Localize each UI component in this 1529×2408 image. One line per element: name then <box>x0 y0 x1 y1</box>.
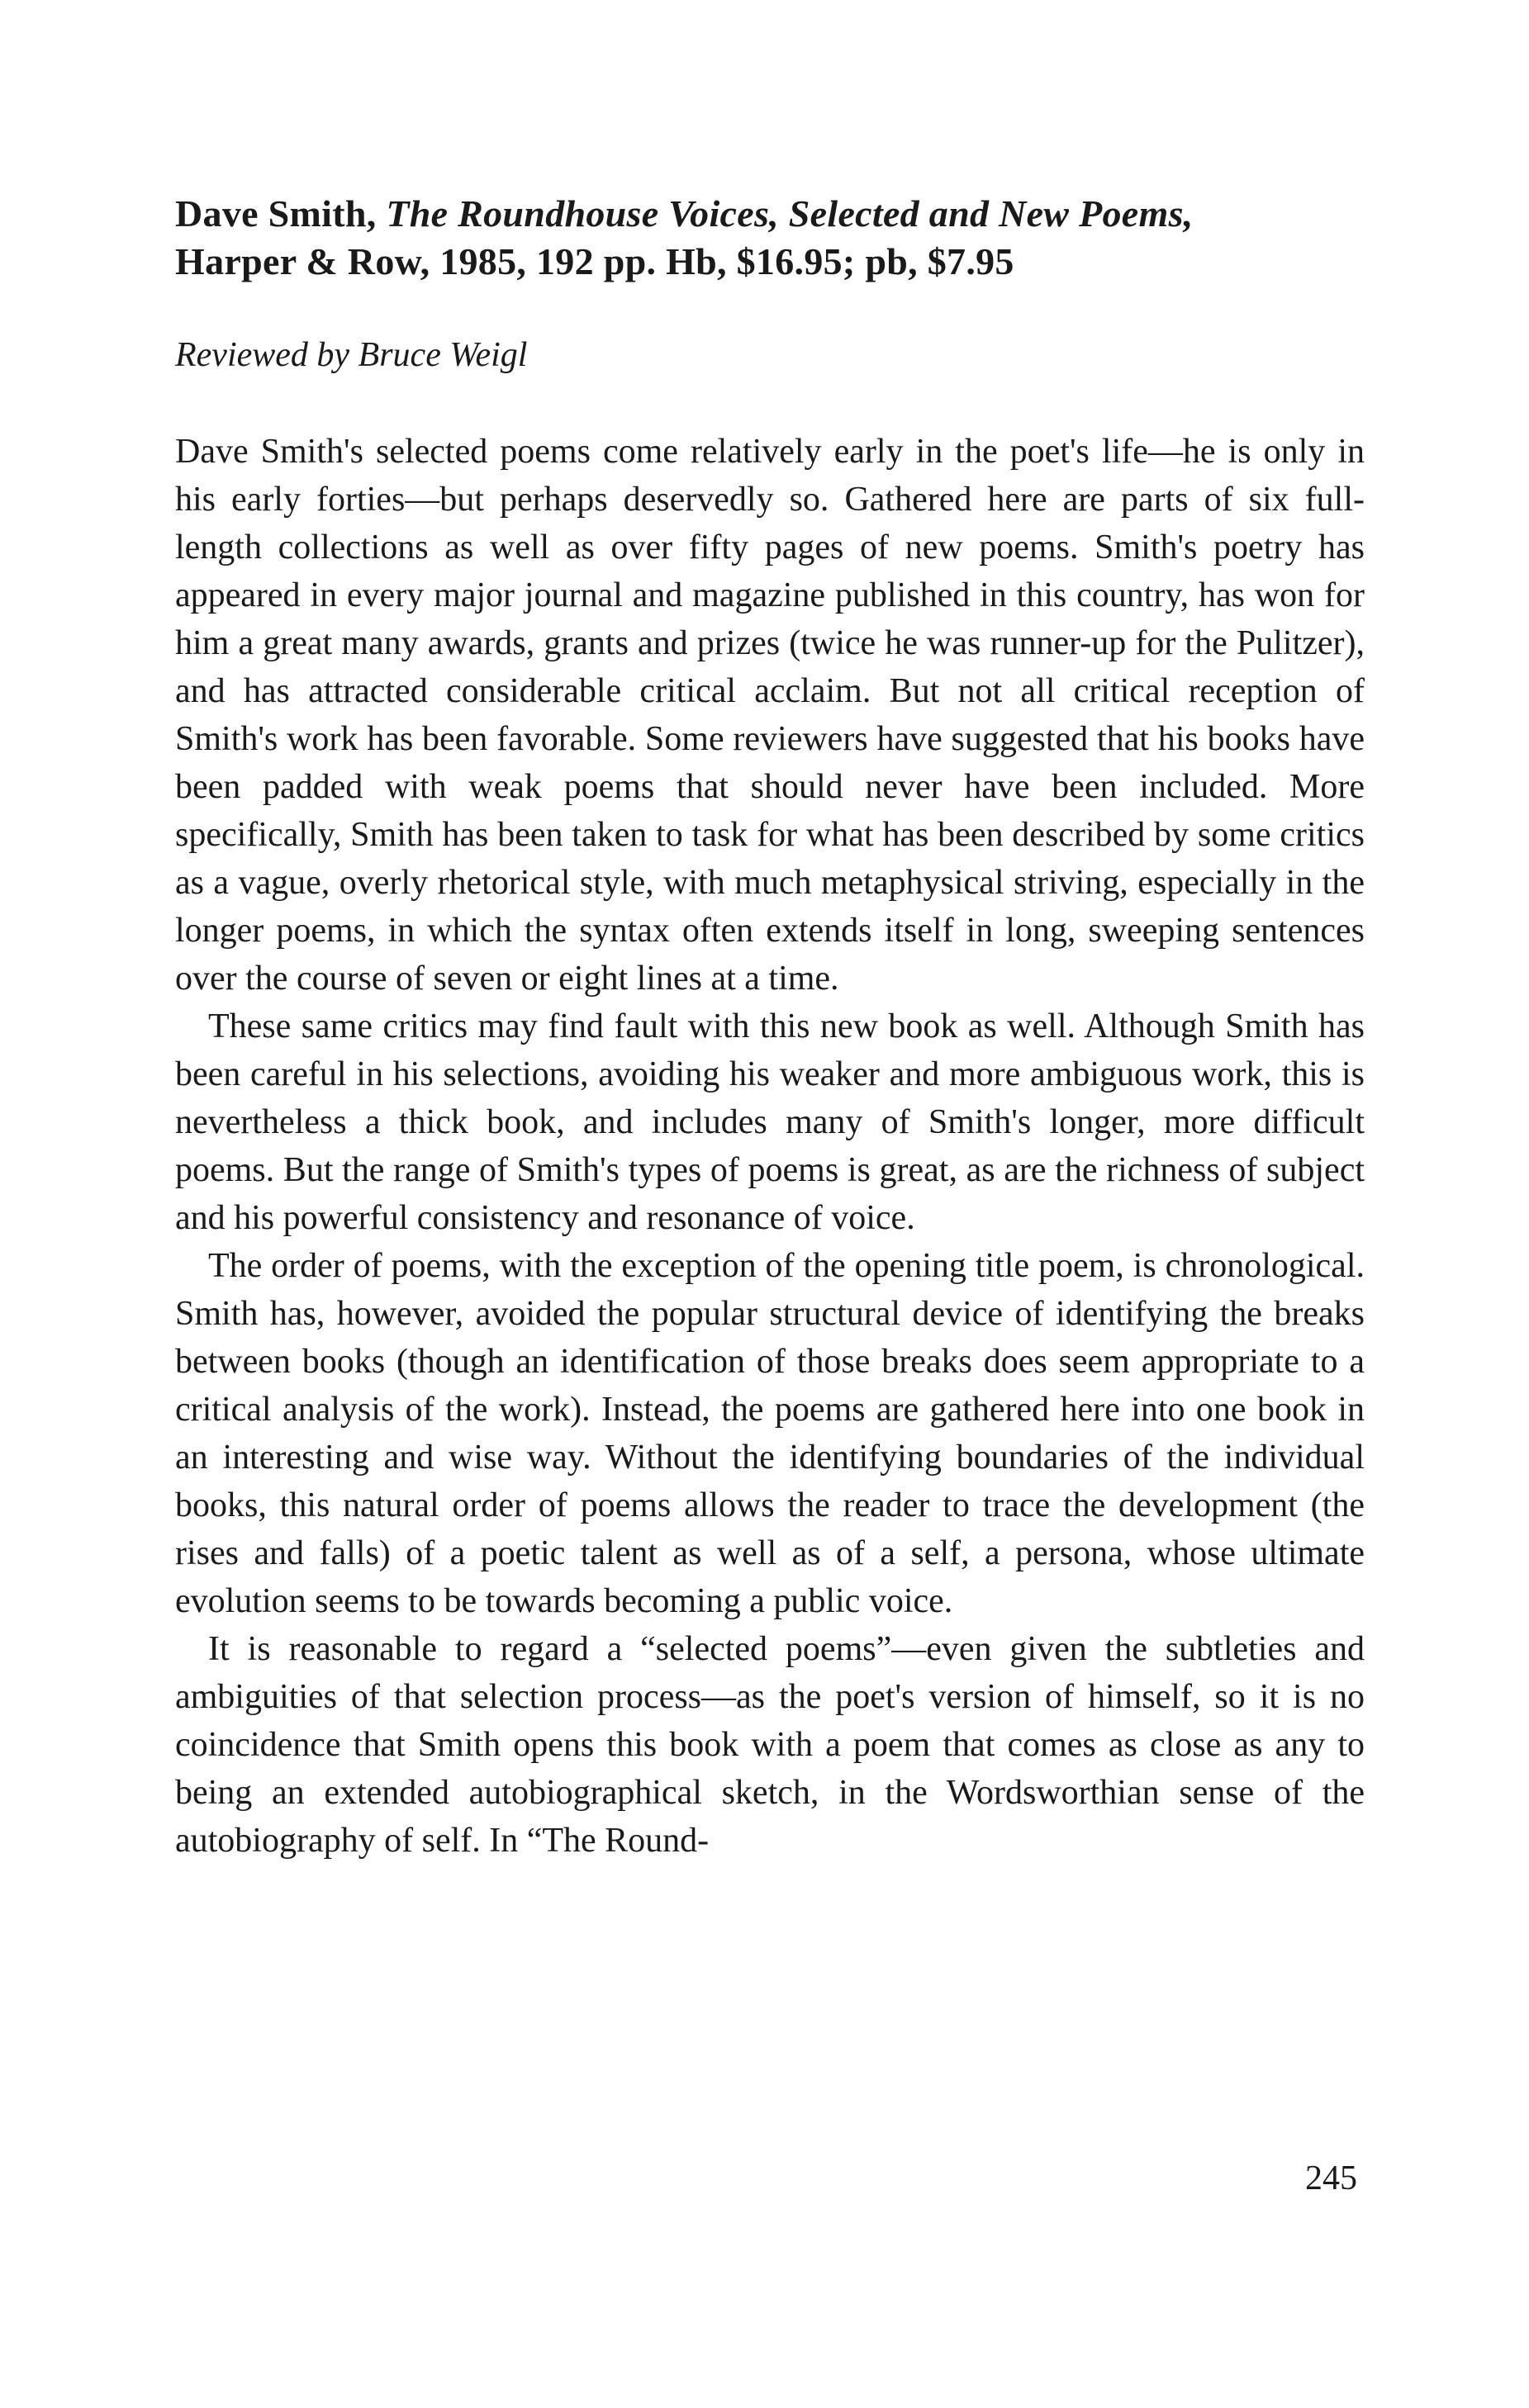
reviewer-byline: Reviewed by Bruce Weigl <box>175 336 528 374</box>
book-title: The Roundhouse Voices, Selected and New Poems, <box>386 192 1194 235</box>
paragraph: These same critics may find fault with this new book as well. Although Smith has been careful in his selections, avoiding his weaker and more ambiguous work, this is nevertheless a thick book, and includes many of Smith's longer, more difficult poems. But the range of Smith's types of poems is great, as are the richness of subject and his powerful consistency and resonance of voice. <box>175 1007 1365 1237</box>
publication-details: Harper & Row, 1985, 192 pp. Hb, $16.95; pb, $7.95 <box>175 240 1014 282</box>
review-body <box>175 428 1365 1865</box>
paragraph: The order of poems, with the exception of the opening title poem, is chronological. Smith has, however, avoided the popular structural device of identifying the breaks between books (though an identification of those breaks does seem appropriate to a critical analysis of the work). Instead, the poems are gathered here into one book in an interesting and wise way. Without the identifying boundaries of the individual books, this natural order of poems allows the reader to trace the development (the rises and falls) of a poetic talent as well as of a self, a persona, whose ultimate evolution seems to be towards becoming a public voice. <box>175 1247 1365 1620</box>
book-author: Dave Smith, <box>175 192 377 235</box>
paragraph: It is reasonable to regard a “selected poems”—even given the subtleties and ambiguities of that selection process—as the poet's version of himself, so it is no coincidence that Smith opens this book with a poem that comes as close as any to being an extended autobiographical sketch, in the Wordsworthian sense of the autobiography of self. In “The Round- <box>175 1630 1365 1860</box>
paragraph: Dave Smith's selected poems come relatively early in the poet's life—he is only in his early forties—but perhaps deservedly so. Gathered here are parts of six full-length collections as well as over fifty pages of new poems. Smith's poetry has appeared in every major journal and magazine published in this country, has won for him a great many awards, grants and prizes (twice he was runner-up for the Pulitzer), and has attracted considerable critical acclaim. But not all critical reception of Smith's work has been favorable. Some reviewers have suggested that his books have been padded with weak poems that should never have been included. More specifically, Smith has been taken to task for what has been described by some critics as a vague, overly rhetorical style, with much metaphysical striving, especially in the longer poems, in which the syntax often extends itself in long, sweeping sentences over the course of seven or eight lines at a time. <box>175 433 1365 998</box>
review-page <box>175 190 1365 1865</box>
review-heading <box>175 190 1365 286</box>
page-number: 245 <box>1305 2159 1357 2197</box>
